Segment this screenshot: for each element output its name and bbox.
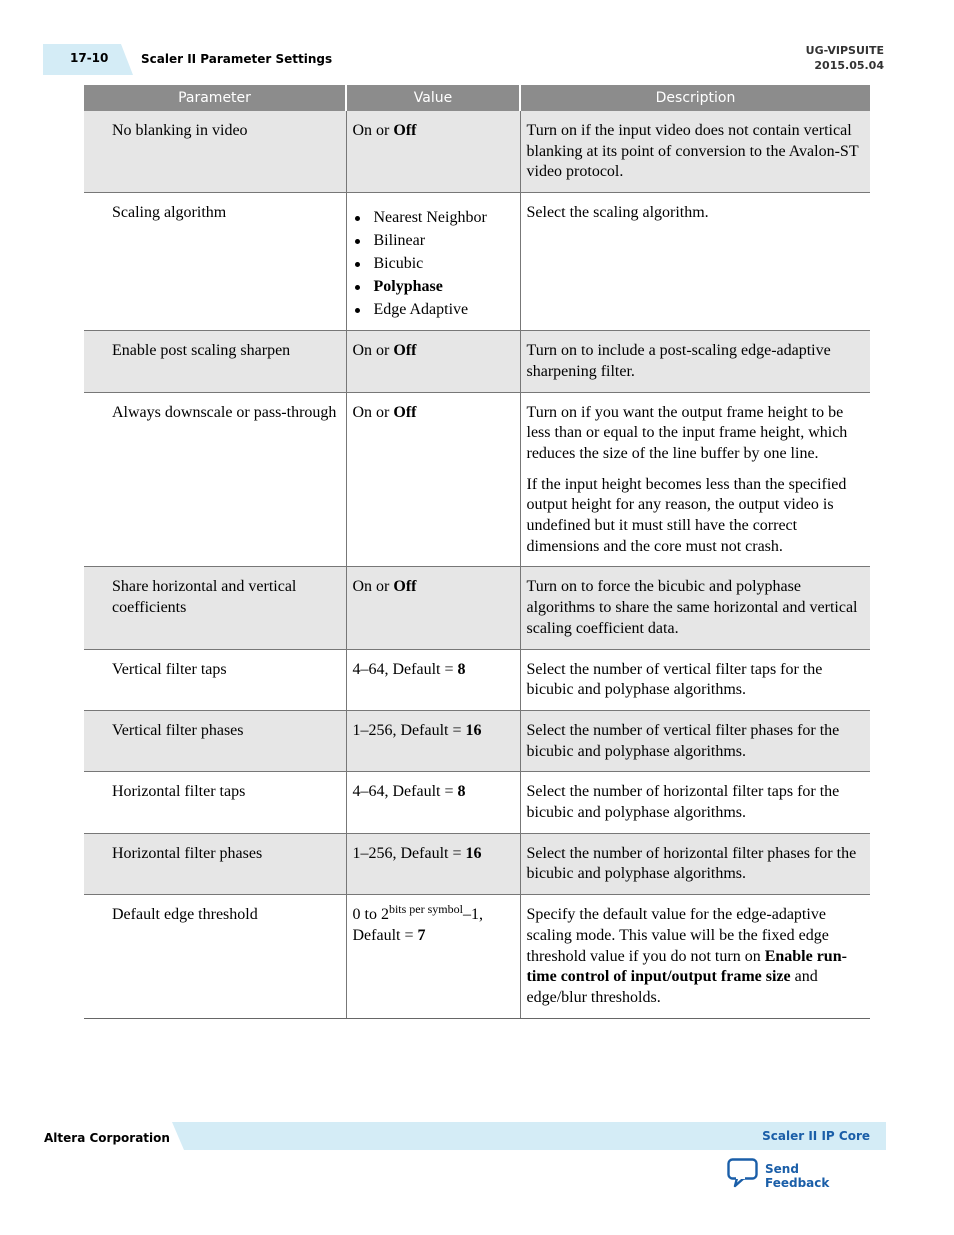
description-paragraph: If the input height becomes less than the specified output height for any reason, the output video is undefined but it must still have the correct dimensions and the core must not crash. <box>526 475 847 555</box>
column-header-description: Description <box>520 85 870 111</box>
send-feedback-link[interactable] <box>727 1158 867 1190</box>
value-text: 1–256, Default = <box>352 844 466 862</box>
value-default: 16 <box>465 721 482 739</box>
param-name: Horizontal filter taps <box>84 772 346 833</box>
option-item: Bicubic <box>374 252 514 275</box>
value-default: Off <box>393 122 417 139</box>
table-row <box>84 567 870 649</box>
value-text: 4–64, Default = <box>352 783 458 801</box>
param-description: Select the number of vertical filter phases for the bicubic and polyphase algorithms. <box>520 710 870 771</box>
param-description: Turn on to include a post-scaling edge-adaptive sharpening filter. <box>520 331 870 392</box>
table-row <box>84 649 870 710</box>
value-default: 7 <box>417 926 426 944</box>
param-name: Default edge threshold <box>84 895 346 1019</box>
option-item: Bilinear <box>374 229 514 252</box>
value-base: 0 to 2 <box>352 906 389 924</box>
param-description <box>520 895 870 1019</box>
param-description: Select the number of horizontal filter taps for the bicubic and polyphase algorithms. <box>520 772 870 833</box>
param-name: Share horizontal and vertical coefficients <box>84 567 346 649</box>
value-default: 16 <box>465 844 482 862</box>
param-name: Enable post scaling sharpen <box>84 331 346 392</box>
value-text: 1–256, Default = <box>352 721 466 739</box>
page-number: 17-10 <box>70 51 109 65</box>
value-default: Off <box>393 342 417 360</box>
table-row <box>84 772 870 833</box>
param-description: Turn on if the input video does not contain vertical blanking at its point of conversion to the Avalon-ST video protocol. <box>520 111 870 193</box>
param-name: Horizontal filter phases <box>84 833 346 894</box>
param-name: Always downscale or pass-through <box>84 392 346 567</box>
value-text: 4–64, Default = <box>352 660 458 678</box>
doc-info <box>806 43 884 73</box>
param-name: Vertical filter taps <box>84 649 346 710</box>
param-name: Vertical filter phases <box>84 710 346 771</box>
send-feedback-label[interactable]: Send Feedback <box>765 1162 830 1190</box>
param-value <box>346 649 520 710</box>
parameter-table <box>84 85 870 1019</box>
param-name: Scaling algorithm <box>84 193 346 331</box>
column-header-parameter: Parameter <box>84 85 346 111</box>
param-value <box>346 833 520 894</box>
table-row <box>84 193 870 331</box>
value-text: Default = <box>352 926 418 944</box>
description-text: Specify the default value for the edge-adaptive scaling mode. This value will be the fixed edge threshold value if you do not turn on <box>526 906 829 965</box>
param-description: Turn on to force the bicubic and polyphase algorithms to share the same horizontal and vertical scaling coefficient data. <box>520 567 870 649</box>
table-header-row <box>84 85 870 111</box>
value-text: On or <box>352 122 394 139</box>
param-value <box>346 193 520 331</box>
value-text: On or <box>352 578 394 596</box>
option-item-default <box>374 275 514 298</box>
column-header-value: Value <box>346 85 520 111</box>
param-value <box>346 392 520 567</box>
option-default-label: Polyphase <box>373 278 443 296</box>
description-text: and edge/blur thresholds. <box>526 968 818 1006</box>
param-description: Select the scaling algorithm. <box>520 193 870 331</box>
param-description: Select the number of vertical filter taps for the bicubic and polyphase algorithms. <box>520 649 870 710</box>
table-row <box>84 895 870 1019</box>
value-default: Off <box>393 403 417 421</box>
value-default: Off <box>393 578 417 596</box>
table-row <box>84 331 870 392</box>
param-description <box>520 392 870 567</box>
option-item: Edge Adaptive <box>374 298 514 321</box>
algorithm-options-list <box>353 206 514 321</box>
param-value <box>346 772 520 833</box>
param-value <box>346 111 520 193</box>
value-text: On or <box>352 342 394 360</box>
description-setting-name: Enable run-time control of input/output frame size <box>526 947 847 986</box>
doc-id: UG-VIPSUITE <box>805 44 884 57</box>
table-row <box>84 111 870 193</box>
doc-date: 2015.05.04 <box>814 59 884 72</box>
table-row <box>84 833 870 894</box>
option-item: Nearest Neighbor <box>374 206 514 229</box>
param-value <box>346 331 520 392</box>
section-title: Scaler II Parameter Settings <box>141 52 333 66</box>
table-row <box>84 392 870 567</box>
param-description: Select the number of horizontal filter phases for the bicubic and polyphase algorithms. <box>520 833 870 894</box>
param-value <box>346 710 520 771</box>
speech-bubble-icon <box>727 1158 759 1188</box>
param-value <box>346 567 520 649</box>
value-exponent: bits per symbol <box>388 902 463 917</box>
param-value <box>346 895 520 1019</box>
value-tail: –1, <box>462 906 483 924</box>
value-default: 8 <box>457 660 466 678</box>
value-default: 8 <box>457 783 466 801</box>
param-name: No blanking in video <box>84 111 346 193</box>
table-row <box>84 710 870 771</box>
value-text: On or <box>352 403 394 421</box>
product-link[interactable]: Scaler II IP Core <box>762 1129 870 1143</box>
description-paragraph: Turn on if you want the output frame height to be less than or equal to the input frame height, which reduces the size of the line buffer by one line. <box>526 403 848 462</box>
company-name: Altera Corporation <box>44 1131 170 1145</box>
